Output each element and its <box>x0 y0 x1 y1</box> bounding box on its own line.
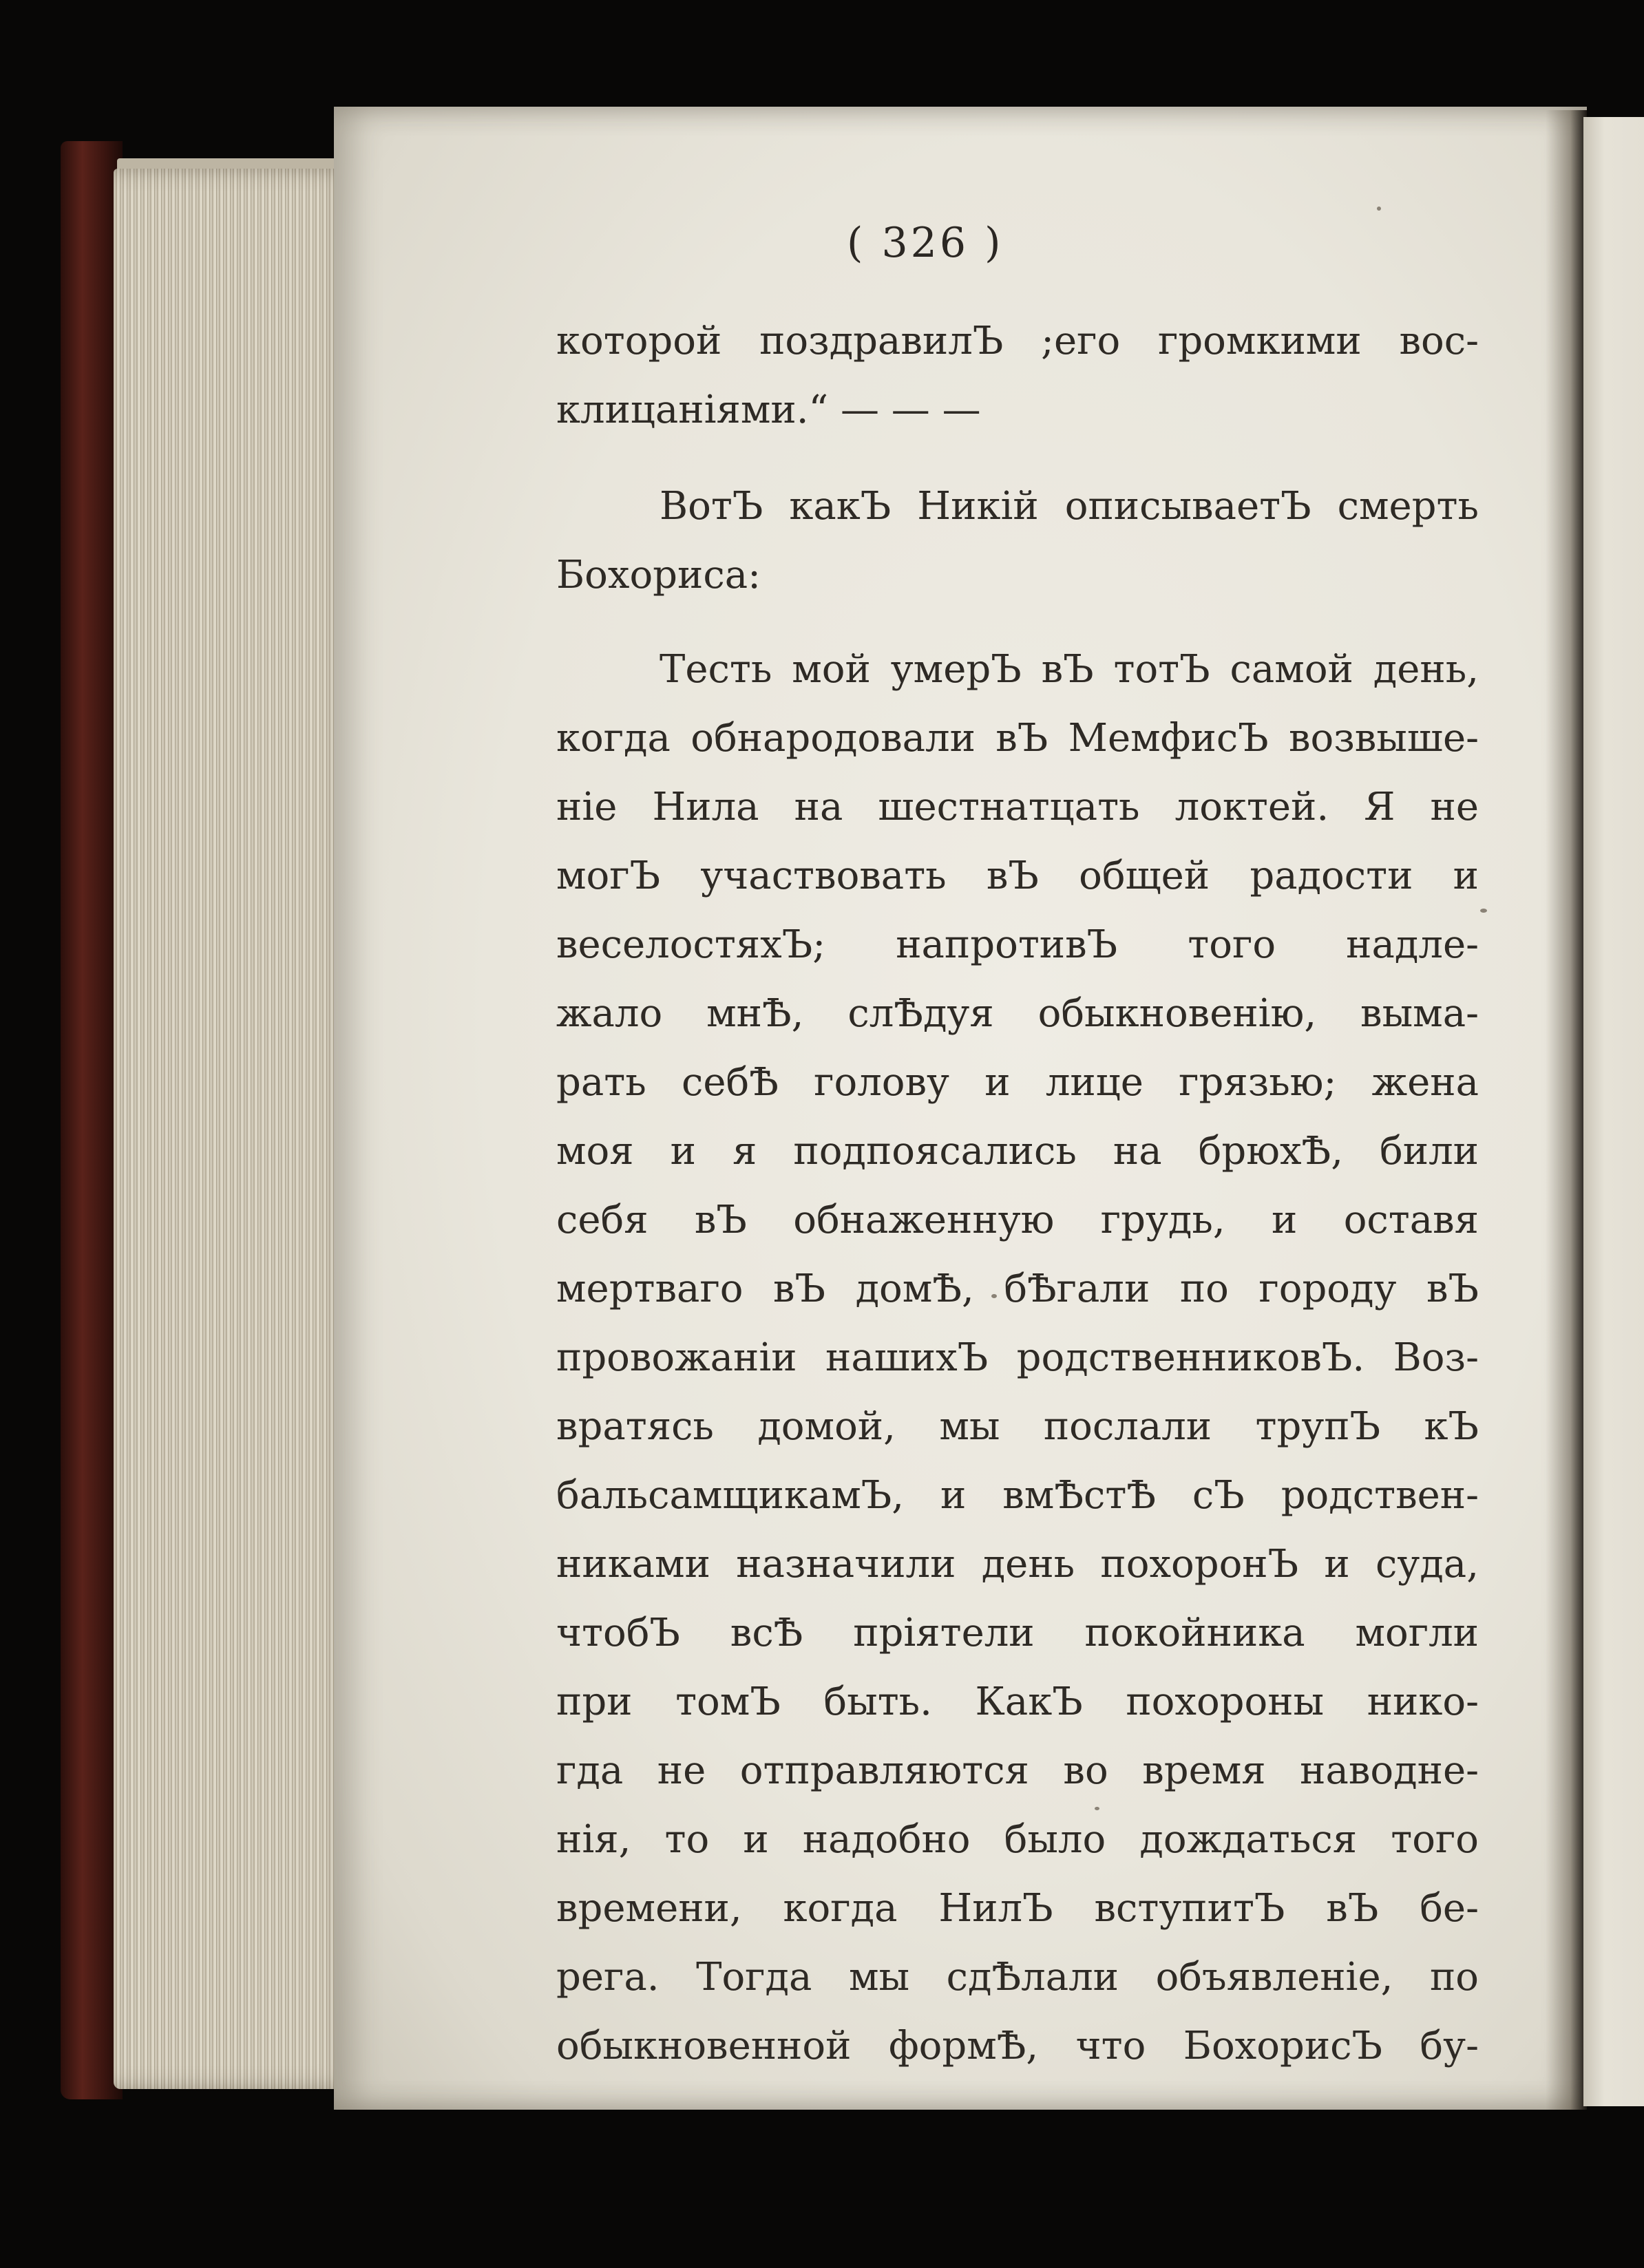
text-line: бальсамщикамЪ, и вмѢстѢ сЪ родствен- <box>556 1473 1479 1518</box>
text-line: моя и я подпоясались на брюхѢ, били <box>556 1129 1479 1174</box>
paper-speck <box>1480 909 1487 913</box>
text-line: ВотЪ какЪ Никій описываетЪ смерть <box>660 484 1479 529</box>
text-line: гда не отправляются во время наводне- <box>556 1748 1479 1793</box>
text-line: могЪ участвовать вЪ общей радости и <box>556 854 1479 898</box>
paper-speck <box>1377 206 1381 211</box>
text-line: ніе Нила на шестнатцать локтей. Я не <box>556 785 1479 829</box>
text-line: которой поздравилЪ ;его громкими вос- <box>556 319 1479 363</box>
text-line: рать себѢ голову и лице грязью; жена <box>556 1060 1479 1105</box>
book-gutter <box>1546 110 1587 2110</box>
text-line: Бохориса: <box>556 553 761 597</box>
page-number: ( 326 ) <box>847 219 1004 267</box>
text-line: Тесть мой умерЪ вЪ тотЪ самой день, <box>660 647 1479 692</box>
text-line: жало мнѢ, слѢдуя обыкновенію, выма- <box>556 991 1479 1036</box>
text-line: себя вЪ обнаженную грудь, и оставя <box>556 1198 1479 1242</box>
text-line: никами назначили день похоронЪ и суда, <box>556 1542 1479 1587</box>
facing-page-edge <box>1583 117 1644 2106</box>
text-line: обыкновенной формѢ, что БохорисЪ бу- <box>556 2024 1479 2068</box>
text-line: чтобЪ всѢ пріятели покойника могли <box>556 1611 1479 1655</box>
text-line: клицаніями.“ — — — <box>556 388 981 432</box>
paper-speck <box>1095 1807 1099 1810</box>
text-line: провожаніи нашихЪ родственниковЪ. Воз- <box>556 1335 1479 1380</box>
text-line: нія, то и надобно было дождаться того <box>556 1817 1479 1862</box>
page-edges <box>114 169 355 2089</box>
text-line: при томЪ быть. КакЪ похороны нико- <box>556 1679 1479 1724</box>
text-line: мертваго вЪ домѢ, бѢгали по городу вЪ <box>556 1267 1479 1311</box>
text-line: когда обнародовали вЪ МемфисЪ возвыше- <box>556 716 1479 761</box>
text-line: вратясь домой, мы послали трупЪ кЪ <box>556 1404 1479 1449</box>
text-line: веселостяхЪ; напротивЪ того надле- <box>556 922 1479 967</box>
text-line: рега. Тогда мы сдѢлали объявленіе, по <box>556 1955 1479 2000</box>
text-line: времени, когда НилЪ вступитЪ вЪ бе- <box>556 1886 1479 1931</box>
